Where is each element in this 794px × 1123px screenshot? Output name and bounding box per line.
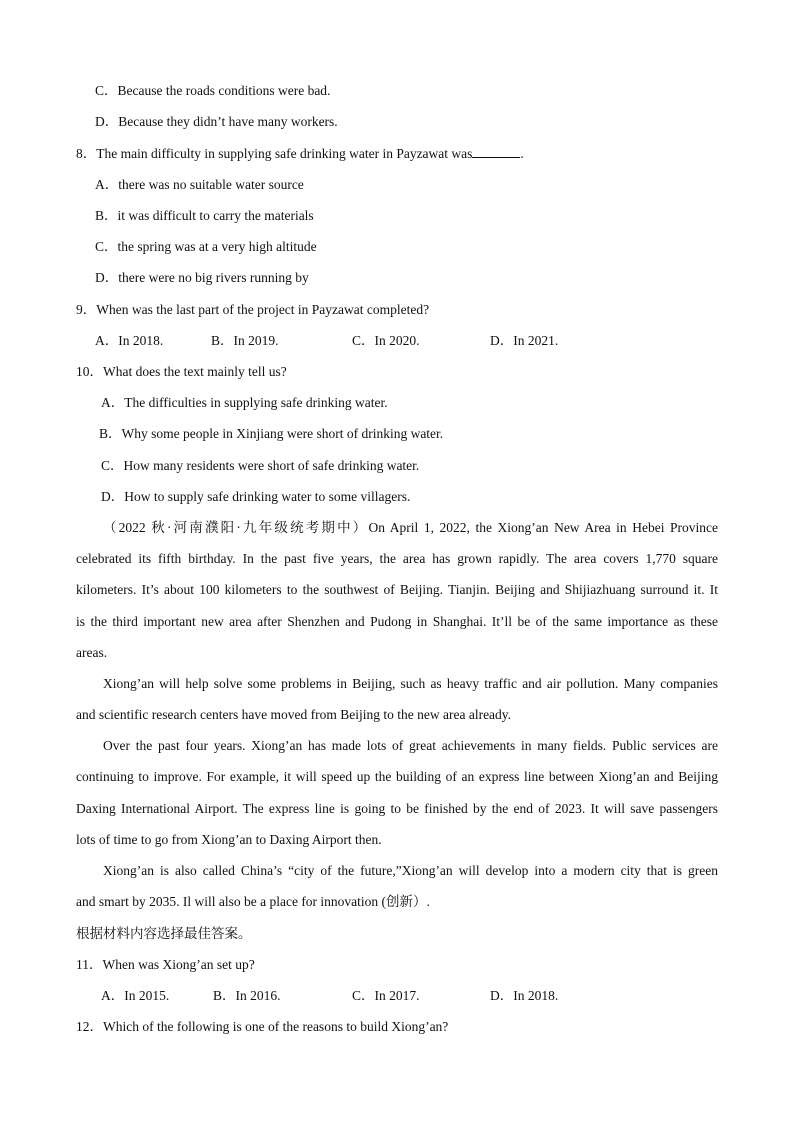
passage-p1-line: （2022 秋·河南濮阳·九年级统考期中）On April 1, 2022, the Xiong’an New Area in Hebei Province (103, 520, 718, 535)
q9-option-a: A．In 2018. (95, 333, 164, 348)
passage-p2-line: Xiong’an will help solve some problems in Beijing, such as heavy traffic and air pollution. Many companies (103, 676, 718, 691)
q10-option-c: C．How many residents were short of safe drinking water. (101, 458, 420, 473)
q11-stem: 11．When was Xiong’an set up? (76, 957, 255, 972)
passage-p3-line: Daxing International Airport. The express line is going to be finished by the end of 2023. It will save passengers (76, 801, 718, 816)
passage-p1-line: areas. (76, 645, 108, 660)
passage-p2-line: and scientific research centers have moved from Beijing to the new area already. (76, 707, 512, 722)
passage-p3-line: lots of time to go from Xiong’an to Daxing Airport then. (76, 832, 382, 847)
q10-option-a: A．The difficulties in supplying safe drinking water. (101, 395, 388, 410)
passage-p3-line: Over the past four years. Xiong’an has made lots of great achievements in many fields. Public services are (103, 738, 718, 753)
q8-option-d: D．there were no big rivers running by (95, 270, 309, 285)
q11-option-d: D．In 2018. (490, 988, 559, 1003)
q8-stem-text: 8．The main difficulty in supplying safe drinking water in Payzawat was (76, 146, 473, 161)
q9-stem: 9．When was the last part of the project in Payzawat completed? (76, 302, 430, 317)
passage-p3-line: continuing to improve. For example, it will speed up the building of an express line between Xiong’an and Beijing (76, 769, 718, 784)
passage-p1-line: celebrated its fifth birthday. In the past five years, the area has grown rapidly. The area covers 1,770 square (76, 551, 718, 566)
q9-option-d: D．In 2021. (490, 333, 559, 348)
q11-option-a: A．In 2015. (101, 988, 170, 1003)
q7-option-c: C．Because the roads conditions were bad. (95, 83, 331, 98)
passage-p1-line: is the third important new area after Shenzhen and Pudong in Shanghai. It’ll be of the same importance as these (76, 614, 718, 629)
q8-option-c: C．the spring was at a very high altitude (95, 239, 317, 254)
q10-stem: 10．What does the text mainly tell us? (76, 364, 287, 379)
q12-stem: 12．Which of the following is one of the reasons to build Xiong’an? (76, 1019, 449, 1034)
q8-stem-end: . (520, 146, 524, 161)
q8-option-a: A．there was no suitable water source (95, 177, 304, 192)
q10-option-b: B．Why some people in Xinjiang were short of drinking water. (99, 426, 444, 441)
q10-option-d: D．How to supply safe drinking water to some villagers. (101, 489, 411, 504)
passage-p1-line: kilometers. It’s about 100 kilometers to the southwest of Beijing. Tianjin. Beijing and Shijiazhuang surround it. It (76, 582, 718, 597)
q9-option-b: B．In 2019. (211, 333, 279, 348)
instruction-text: 根据材料内容选择最佳答案。 (76, 926, 252, 941)
q8-stem (76, 145, 524, 163)
passage-p4-line: Xiong’an is also called China’s “city of the future,”Xiong’an will develop into a modern city that is green (103, 863, 718, 878)
q9-option-c: C．In 2020. (352, 333, 420, 348)
passage-p4-line: and smart by 2035. Il will also be a place for innovation (创新）. (76, 894, 430, 909)
answer-blank (472, 145, 520, 158)
q11-option-c: C．In 2017. (352, 988, 420, 1003)
q7-option-d: D．Because they didn’t have many workers. (95, 114, 338, 129)
q8-option-b: B．it was difficult to carry the materials (95, 208, 314, 223)
q11-option-b: B．In 2016. (213, 988, 281, 1003)
